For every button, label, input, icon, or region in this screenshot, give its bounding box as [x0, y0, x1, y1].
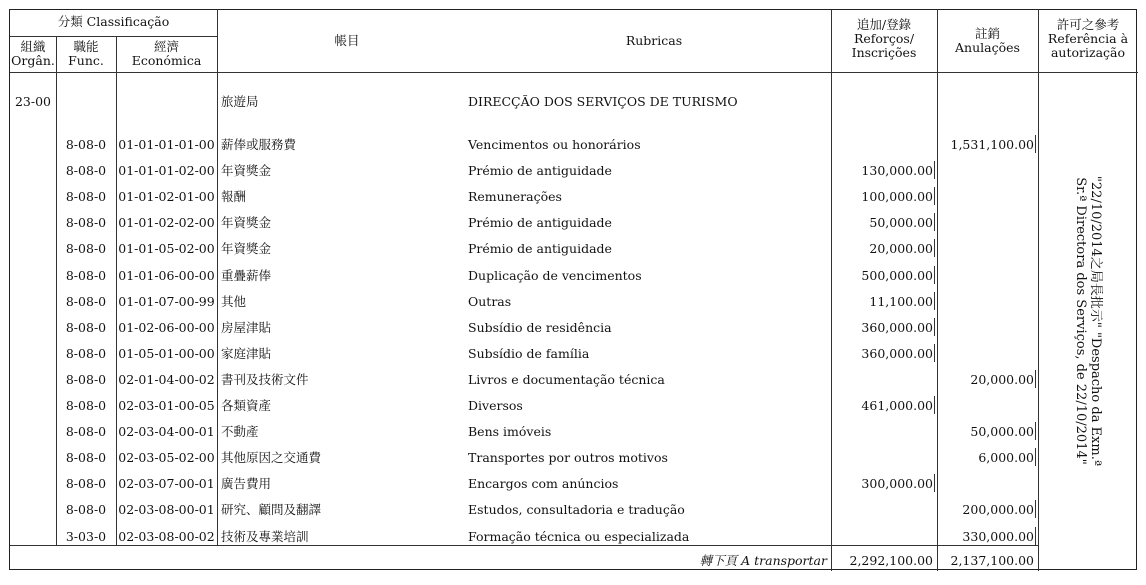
row-reforco: 500,000.00: [861, 268, 933, 283]
cell-tick: [934, 266, 935, 284]
row-func-code: 8-08-0: [65, 163, 107, 178]
row-name-zh: 房屋津貼: [221, 320, 272, 335]
row-reforco: 100,000.00: [861, 189, 933, 204]
row-func-code: 8-08-0: [65, 241, 107, 256]
classification-title: 分類 Classificação: [57, 14, 170, 29]
transport-label: 轉下頁 A transportar: [699, 553, 827, 568]
row-name-pt: Outras: [468, 294, 512, 309]
row-func-code: 8-08-0: [65, 294, 107, 309]
row-reforco: 360,000.00: [861, 320, 933, 335]
cell-tick: [934, 292, 935, 310]
row-func-code: 8-08-0: [65, 502, 107, 517]
row-func-code: 8-08-0: [65, 476, 107, 491]
grid-line: [217, 10, 218, 545]
row-econ-code: 02-03-08-00-01: [118, 502, 215, 517]
row-func-code: 8-08-0: [65, 320, 107, 335]
row-reforco: 50,000.00: [869, 215, 933, 230]
row-econ-code: 01-01-01-02-00: [118, 163, 215, 178]
row-name-zh: 重疊薪俸: [221, 268, 272, 283]
footer-top-line: [10, 545, 1038, 546]
department-name-pt: DIRECÇÃO DOS SERVIÇOS DE TURISMO: [468, 94, 738, 109]
row-name-pt: Bens imóveis: [468, 424, 552, 439]
cell-tick: [934, 239, 935, 257]
cell-tick: [934, 318, 935, 336]
row-name-zh: 研究、顧問及翻譯: [221, 502, 322, 517]
row-func-code: 8-08-0: [65, 189, 107, 204]
row-econ-code: 01-01-06-00-00: [118, 268, 215, 283]
func-header: 職能 Func.: [68, 39, 104, 68]
authorization-reference: [1038, 72, 1138, 570]
row-econ-code: 01-01-02-02-00: [118, 215, 215, 230]
row-name-pt: Formação técnica ou especializada: [468, 529, 690, 544]
row-func-code: 8-08-0: [65, 268, 107, 283]
row-econ-code: 02-03-04-00-01: [118, 424, 215, 439]
total-reforcos: 2,292,100.00: [849, 553, 933, 568]
row-anulacao: 50,000.00: [970, 424, 1034, 439]
org-header: 組織 Orgân.: [11, 39, 55, 68]
cell-tick: [934, 396, 935, 414]
row-econ-code: 01-05-01-00-00: [118, 346, 215, 361]
cell-tick: [934, 187, 935, 205]
budget-table: [9, 9, 1137, 570]
row-name-pt: Transportes por outros motivos: [468, 450, 668, 465]
row-name-zh: 年資獎金: [221, 241, 272, 256]
row-reforco: 360,000.00: [861, 346, 933, 361]
cell-tick: [1035, 135, 1036, 153]
cancellations-header: 註銷 Anulações: [955, 26, 1020, 55]
row-reforco: 11,100.00: [869, 294, 933, 309]
header-bottom-line: [10, 72, 1138, 73]
row-name-pt: Estudos, consultadoria e tradução: [468, 502, 685, 517]
cell-tick: [1035, 500, 1036, 518]
cell-tick: [1035, 370, 1036, 388]
row-anulacao: 330,000.00: [962, 529, 1034, 544]
row-name-zh: 其他原因之交通費: [221, 450, 322, 465]
row-func-code: 3-03-0: [65, 529, 107, 544]
row-econ-code: 02-01-04-00-02: [118, 372, 215, 387]
row-econ-code: 02-03-07-00-01: [118, 476, 215, 491]
row-name-zh: 薪俸或服務費: [221, 137, 297, 152]
row-name-zh: 報酬: [221, 189, 247, 204]
row-name-pt: Prémio de antiguidade: [468, 215, 612, 230]
row-name-pt: Subsídio de residência: [468, 320, 612, 335]
row-func-code: 8-08-0: [65, 372, 107, 387]
row-econ-code: 01-02-06-00-00: [118, 320, 215, 335]
cell-tick: [1035, 448, 1036, 466]
row-func-code: 8-08-0: [65, 137, 107, 152]
row-name-zh: 不動產: [221, 424, 259, 439]
authorization-text: "22/10/2014之局長批示" "Despacho da Exm.ª Sr.ª Directora dos Serviços, de 22/10/2014": [1073, 175, 1103, 467]
total-anulacoes: 2,137,100.00: [950, 553, 1034, 568]
row-econ-code: 01-01-07-00-99: [118, 294, 215, 309]
econ-header: 經濟 Económica: [131, 39, 202, 68]
row-econ-code: 02-03-05-02-00: [118, 450, 215, 465]
rubricas-header: Rubricas: [625, 33, 683, 48]
row-name-pt: Remunerações: [468, 189, 562, 204]
row-name-zh: 家庭津貼: [221, 346, 272, 361]
chapter-header: 帳目: [334, 33, 360, 48]
department-org-code: 23-00: [14, 94, 52, 109]
row-name-zh: 技術及專業培訓: [221, 529, 309, 544]
row-reforco: 300,000.00: [861, 476, 933, 491]
row-name-pt: Subsídio de família: [468, 346, 590, 361]
row-name-pt: Duplicação de vencimentos: [468, 268, 642, 283]
row-func-code: 8-08-0: [65, 346, 107, 361]
authorization-header: 許可之參考 Referência à autorização: [1047, 17, 1129, 60]
row-econ-code: 02-03-08-00-02: [118, 529, 215, 544]
cell-tick: [934, 161, 935, 179]
row-name-zh: 其他: [221, 294, 247, 309]
row-name-zh: 年資獎金: [221, 215, 272, 230]
row-name-zh: 書刊及技術文件: [221, 372, 309, 387]
row-func-code: 8-08-0: [65, 450, 107, 465]
row-name-pt: Diversos: [468, 398, 523, 413]
row-name-zh: 各類資產: [221, 398, 272, 413]
cell-tick: [1035, 527, 1036, 545]
grid-line: [10, 36, 217, 37]
row-econ-code: 01-01-02-01-00: [118, 189, 215, 204]
row-econ-code: 02-03-01-00-05: [118, 398, 215, 413]
department-name-zh: 旅遊局: [221, 94, 259, 109]
row-name-pt: Prémio de antiguidade: [468, 241, 612, 256]
row-name-pt: Encargos com anúncios: [468, 476, 619, 491]
row-func-code: 8-08-0: [65, 398, 107, 413]
row-name-pt: Livros e documentação técnica: [468, 372, 665, 387]
row-func-code: 8-08-0: [65, 215, 107, 230]
row-reforco: 20,000.00: [869, 241, 933, 256]
row-name-pt: Prémio de antiguidade: [468, 163, 612, 178]
row-econ-code: 01-01-05-02-00: [118, 241, 215, 256]
row-anulacao: 20,000.00: [970, 372, 1034, 387]
cell-tick: [934, 474, 935, 492]
grid-line: [56, 36, 57, 545]
row-econ-code: 01-01-01-01-00: [118, 137, 215, 152]
row-func-code: 8-08-0: [65, 424, 107, 439]
row-name-pt: Vencimentos ou honorários: [468, 137, 641, 152]
row-reforco: 130,000.00: [861, 163, 933, 178]
grid-line: [116, 36, 117, 545]
row-anulacao: 1,531,100.00: [950, 137, 1034, 152]
row-anulacao: 6,000.00: [978, 450, 1034, 465]
cell-tick: [934, 344, 935, 362]
cell-tick: [934, 213, 935, 231]
row-anulacao: 200,000.00: [962, 502, 1034, 517]
reinforcements-header: 追加/登錄 Reforços/ Inscrições: [851, 17, 917, 60]
cell-tick: [1035, 422, 1036, 440]
row-name-zh: 廣告費用: [221, 476, 272, 491]
row-name-zh: 年資獎金: [221, 163, 272, 178]
grid-line: [937, 10, 938, 571]
row-reforco: 461,000.00: [861, 398, 933, 413]
